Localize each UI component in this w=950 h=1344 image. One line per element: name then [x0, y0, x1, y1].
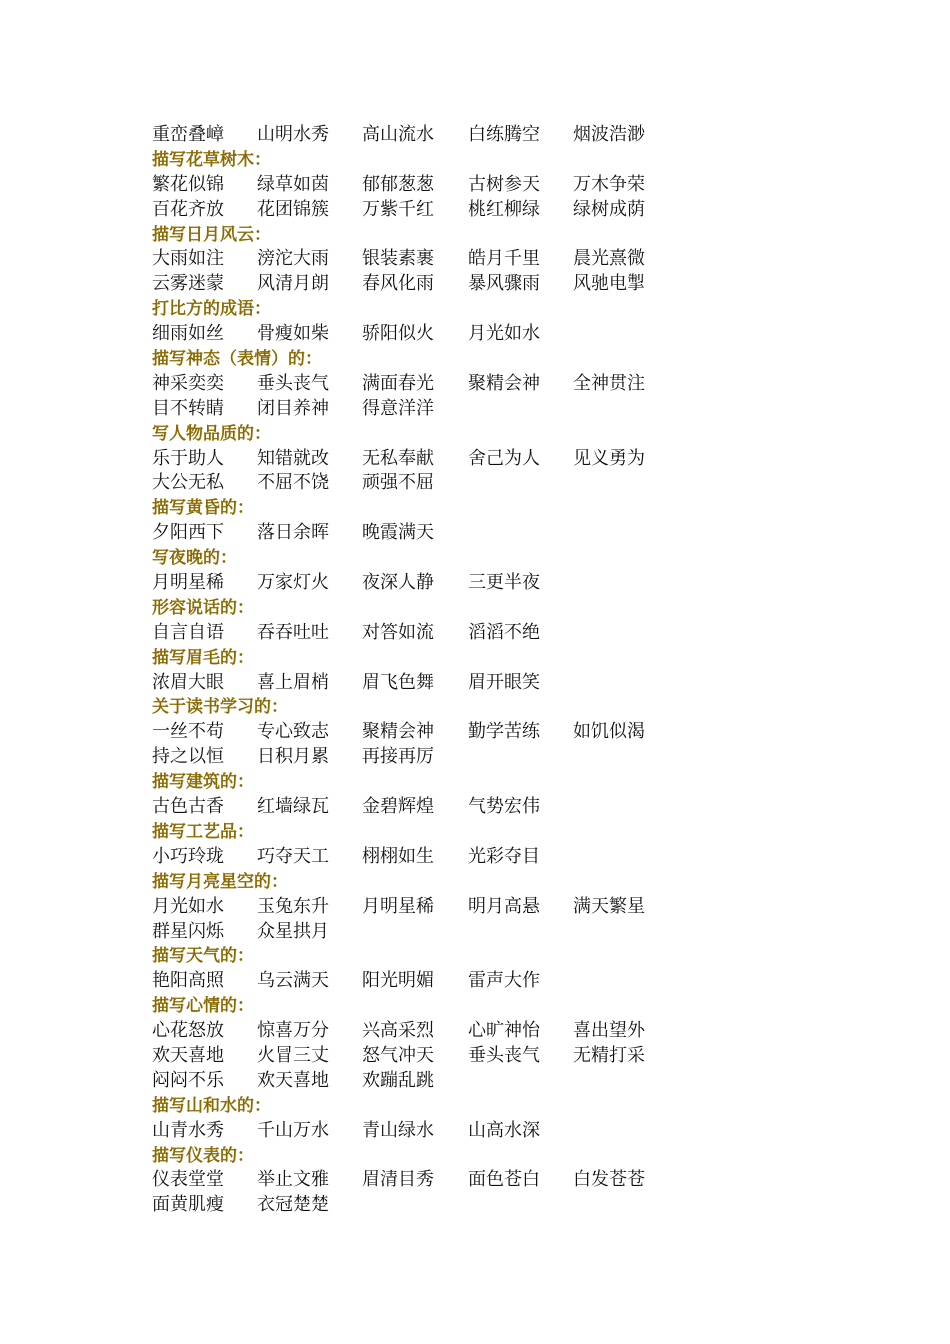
idiom-word: 心旷神怡	[468, 1020, 540, 1042]
idiom-word: 花团锦簇	[257, 198, 329, 220]
idiom-row	[152, 920, 712, 945]
idiom-word: 白发苍苍	[573, 1169, 645, 1191]
idiom-row	[152, 671, 712, 696]
idiom-word: 眉飞色舞	[362, 671, 434, 693]
section-heading: 关于读书学习的：	[152, 697, 288, 718]
idiom-row	[152, 471, 712, 496]
idiom-word: 高山流水	[362, 124, 434, 145]
idiom-word: 怒气冲天	[362, 1044, 434, 1066]
idiom-word: 舍己为人	[468, 447, 540, 469]
idiom-word: 面黄肌瘦	[152, 1194, 224, 1216]
idiom-word: 山明水秀	[257, 124, 329, 145]
idiom-row	[152, 397, 712, 422]
idiom-word: 夕阳西下	[152, 522, 224, 544]
section-heading: 打比方的成语：	[152, 299, 271, 320]
idiom-word: 巧夺天工	[257, 845, 329, 867]
idiom-word: 欢天喜地	[257, 1069, 329, 1091]
idiom-word: 风清月朗	[257, 273, 329, 295]
idiom-word: 暴风骤雨	[468, 273, 540, 295]
idiom-word: 阳光明媚	[362, 970, 434, 992]
idiom-word: 神采奕奕	[152, 372, 224, 394]
section-heading: 描写心情的：	[152, 996, 254, 1017]
idiom-word: 兴高采烈	[362, 1020, 434, 1042]
idiom-row	[152, 571, 712, 596]
idiom-word: 皓月千里	[468, 248, 540, 270]
idiom-word: 闷闷不乐	[152, 1069, 224, 1091]
idiom-word: 眉清目秀	[362, 1169, 434, 1191]
idiom-word: 心花怒放	[152, 1020, 224, 1042]
idiom-list-document	[152, 123, 712, 1218]
idiom-word: 万木争荣	[573, 173, 645, 195]
idiom-word: 万家灯火	[257, 572, 329, 594]
idiom-word: 面色苍白	[468, 1169, 540, 1191]
idiom-word: 明月高悬	[468, 895, 540, 917]
idiom-word: 桃红柳绿	[468, 198, 540, 220]
section-heading: 描写仪表的：	[152, 1145, 254, 1166]
idiom-word: 重峦叠嶂	[152, 124, 224, 145]
idiom-word: 大公无私	[152, 472, 224, 494]
idiom-word: 青山绿水	[362, 1119, 434, 1141]
idiom-word: 满面春光	[362, 372, 434, 394]
idiom-word: 知错就改	[257, 447, 329, 469]
idiom-word: 仪表堂堂	[152, 1169, 224, 1191]
idiom-word: 落日余晖	[257, 522, 329, 544]
idiom-word: 骄阳似火	[362, 323, 434, 345]
idiom-word: 月光如水	[468, 323, 540, 345]
idiom-word: 栩栩如生	[362, 845, 434, 867]
idiom-row	[152, 795, 712, 820]
idiom-word: 见义勇为	[573, 447, 645, 469]
idiom-word: 闭目养神	[257, 397, 329, 419]
idiom-word: 满天繁星	[573, 895, 645, 917]
idiom-word: 喜上眉梢	[257, 671, 329, 693]
section-heading: 描写黄昏的：	[152, 498, 254, 519]
idiom-word: 喜出望外	[573, 1020, 645, 1042]
idiom-word: 白练腾空	[468, 124, 540, 145]
idiom-row	[152, 1044, 712, 1069]
idiom-word: 小巧玲珑	[152, 845, 224, 867]
idiom-word: 日积月累	[257, 746, 329, 768]
section-heading: 描写工艺品：	[152, 821, 254, 842]
idiom-word: 持之以恒	[152, 746, 224, 768]
idiom-word: 三更半夜	[468, 572, 540, 594]
idiom-word: 垂头丧气	[468, 1044, 540, 1066]
idiom-word: 古树参天	[468, 173, 540, 195]
section-heading: 描写月亮星空的：	[152, 871, 288, 892]
idiom-row	[152, 247, 712, 272]
idiom-row	[152, 1168, 712, 1193]
idiom-word: 无私奉献	[362, 447, 434, 469]
idiom-word: 晚霞满天	[362, 522, 434, 544]
idiom-word: 得意洋洋	[362, 397, 434, 419]
idiom-word: 群星闪烁	[152, 920, 224, 942]
idiom-word: 烟波浩渺	[573, 124, 645, 145]
idiom-word: 自言自语	[152, 621, 224, 643]
idiom-word: 无精打采	[573, 1044, 645, 1066]
idiom-word: 浓眉大眼	[152, 671, 224, 693]
idiom-word: 聚精会神	[468, 372, 540, 394]
idiom-word: 惊喜万分	[257, 1020, 329, 1042]
idiom-word: 夜深人静	[362, 572, 434, 594]
idiom-word: 乐于助人	[152, 447, 224, 469]
section-heading: 写人物品质的：	[152, 423, 271, 444]
idiom-word: 百花齐放	[152, 198, 224, 220]
idiom-row	[152, 720, 712, 745]
idiom-row	[152, 521, 712, 546]
idiom-word: 金碧辉煌	[362, 796, 434, 818]
idiom-word: 大雨如注	[152, 248, 224, 270]
idiom-row	[152, 1193, 712, 1218]
idiom-row	[152, 1119, 712, 1144]
idiom-word: 顽强不屈	[362, 472, 434, 494]
idiom-word: 专心致志	[257, 721, 329, 743]
idiom-row	[152, 173, 712, 198]
idiom-word: 举止文雅	[257, 1169, 329, 1191]
idiom-word: 衣冠楚楚	[257, 1194, 329, 1216]
idiom-word: 月明星稀	[362, 895, 434, 917]
idiom-word: 细雨如丝	[152, 323, 224, 345]
idiom-word: 乌云满天	[257, 970, 329, 992]
idiom-word: 晨光熹微	[573, 248, 645, 270]
idiom-word: 滂沱大雨	[257, 248, 329, 270]
idiom-word: 欢蹦乱跳	[362, 1069, 434, 1091]
idiom-word: 眉开眼笑	[468, 671, 540, 693]
idiom-word: 骨瘦如柴	[257, 323, 329, 345]
idiom-word: 目不转睛	[152, 397, 224, 419]
section-heading: 描写花草树木：	[152, 149, 271, 170]
idiom-row	[152, 322, 712, 347]
section-heading: 描写眉毛的：	[152, 647, 254, 668]
idiom-row	[152, 123, 712, 148]
section-heading: 写夜晚的：	[152, 548, 237, 569]
section-heading: 形容说话的：	[152, 597, 254, 618]
idiom-word: 气势宏伟	[468, 796, 540, 818]
idiom-row	[152, 745, 712, 770]
section-heading: 描写天气的：	[152, 946, 254, 967]
idiom-row	[152, 845, 712, 870]
idiom-word: 古色古香	[152, 796, 224, 818]
idiom-word: 春风化雨	[362, 273, 434, 295]
idiom-word: 红墙绿瓦	[257, 796, 329, 818]
idiom-word: 雷声大作	[468, 970, 540, 992]
idiom-word: 滔滔不绝	[468, 621, 540, 643]
idiom-word: 风驰电掣	[573, 273, 645, 295]
idiom-row	[152, 895, 712, 920]
idiom-word: 月明星稀	[152, 572, 224, 594]
idiom-word: 绿树成荫	[573, 198, 645, 220]
idiom-row	[152, 447, 712, 472]
idiom-word: 云雾迷蒙	[152, 273, 224, 295]
idiom-row	[152, 372, 712, 397]
idiom-word: 垂头丧气	[257, 372, 329, 394]
idiom-word: 万紫千红	[362, 198, 434, 220]
idiom-row	[152, 198, 712, 223]
idiom-row	[152, 272, 712, 297]
idiom-row	[152, 621, 712, 646]
idiom-word: 一丝不苟	[152, 721, 224, 743]
idiom-word: 光彩夺目	[468, 845, 540, 867]
section-heading: 描写山和水的：	[152, 1095, 271, 1116]
idiom-word: 聚精会神	[362, 721, 434, 743]
idiom-word: 不屈不饶	[257, 472, 329, 494]
idiom-row	[152, 1019, 712, 1044]
idiom-word: 如饥似渴	[573, 721, 645, 743]
idiom-row	[152, 1069, 712, 1094]
idiom-word: 众星拱月	[257, 920, 329, 942]
idiom-word: 吞吞吐吐	[257, 621, 329, 643]
idiom-word: 绿草如茵	[257, 173, 329, 195]
idiom-word: 山青水秀	[152, 1119, 224, 1141]
section-heading: 描写日月风云：	[152, 224, 271, 245]
section-heading: 描写神态（表情）的：	[152, 349, 322, 370]
idiom-word: 繁花似锦	[152, 173, 224, 195]
section-heading: 描写建筑的：	[152, 772, 254, 793]
idiom-word: 火冒三丈	[257, 1044, 329, 1066]
idiom-word: 再接再厉	[362, 746, 434, 768]
idiom-word: 勤学苦练	[468, 721, 540, 743]
idiom-word: 银装素裹	[362, 248, 434, 270]
idiom-word: 千山万水	[257, 1119, 329, 1141]
idiom-word: 山高水深	[468, 1119, 540, 1141]
idiom-word: 全神贯注	[573, 372, 645, 394]
idiom-word: 月光如水	[152, 895, 224, 917]
idiom-word: 艳阳高照	[152, 970, 224, 992]
idiom-word: 玉兔东升	[257, 895, 329, 917]
idiom-word: 郁郁葱葱	[362, 173, 434, 195]
idiom-word: 欢天喜地	[152, 1044, 224, 1066]
idiom-word: 对答如流	[362, 621, 434, 643]
idiom-row	[152, 969, 712, 994]
